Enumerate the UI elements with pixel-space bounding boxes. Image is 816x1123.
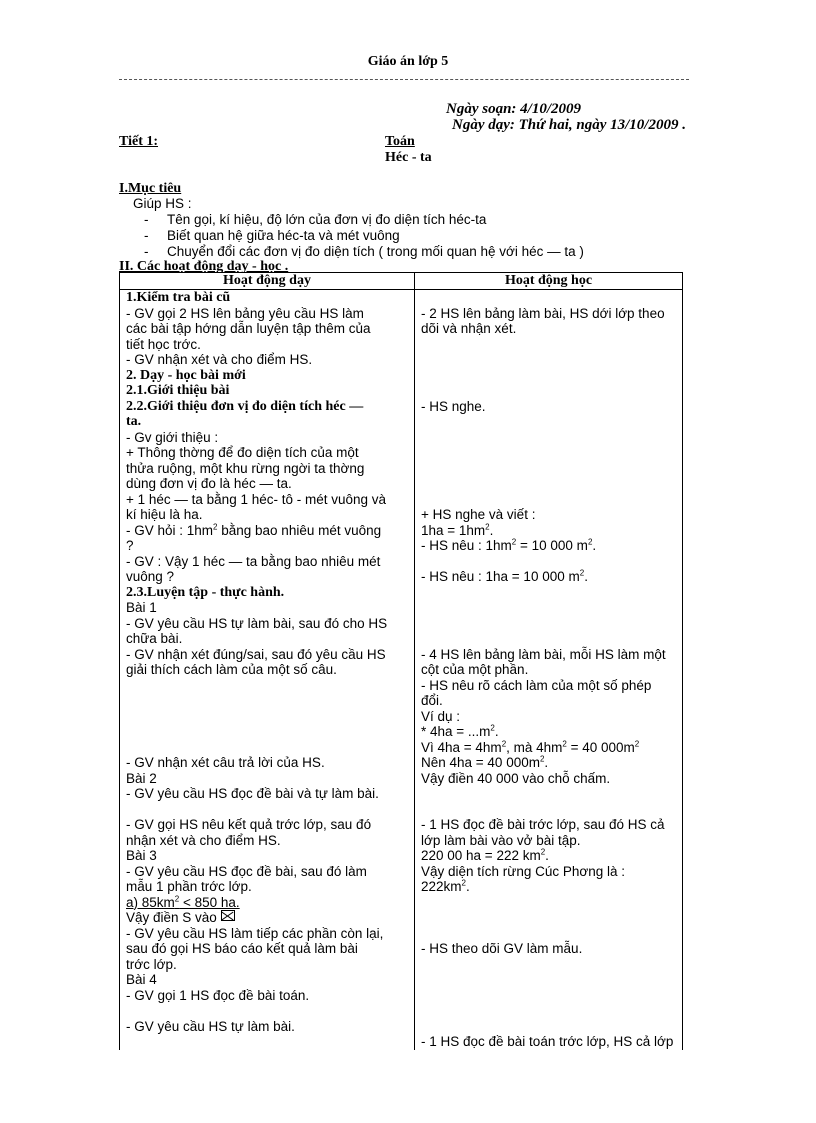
student-line: - HS theo dõi GV làm mẫu. bbox=[421, 941, 583, 956]
student-activities-cell bbox=[415, 290, 683, 1050]
envelope-box-icon bbox=[221, 910, 235, 921]
prepared-date: Ngày soạn: 4/10/2009 bbox=[446, 101, 581, 117]
teacher-line: - Gv giới thiệu : bbox=[126, 429, 219, 445]
student-line: - 1 HS đọc đề bài trớc lớp, sau đó HS cả bbox=[421, 817, 665, 832]
exercise-label: Bài 2 bbox=[126, 770, 157, 786]
teacher-line: - GV yêu cầu HS làm tiếp các phần còn lại, bbox=[126, 925, 384, 941]
header-divider bbox=[119, 79, 689, 80]
teacher-line: giải thích cách làm của một số câu. bbox=[126, 662, 337, 677]
teacher-line: Vậy điền S vào bbox=[126, 910, 408, 926]
student-line: $222km^2$. bbox=[421, 878, 470, 894]
lesson-period: Tiết 1: bbox=[119, 134, 159, 149]
student-line: - HS nêu rõ cách làm của một số phép đổi. bbox=[421, 677, 652, 708]
teacher-line: - GV yêu cầu HS tự làm bài. bbox=[126, 1018, 295, 1034]
student-line: - HS nêu : $1hm^2 = 10$ 000 $m^2$. bbox=[421, 537, 597, 553]
teacher-line: - GV yêu cầu HS tự làm bài, sau đó cho HS bbox=[126, 615, 388, 631]
page-header: Giáo án lớp 5 bbox=[367, 54, 449, 69]
teacher-line: kí hiệu là ha. bbox=[126, 507, 203, 522]
teacher-line: a) $85km^2 < 850$ ha. bbox=[126, 894, 240, 910]
teacher-line: nhận xét và cho điểm HS. bbox=[126, 832, 281, 848]
student-line: - 2 HS lên bảng làm bài, HS dới lớp theo bbox=[421, 305, 665, 321]
section-heading: 2.2.Giới thiệu đơn vị đo diện tích héc — bbox=[126, 398, 364, 414]
lesson-plan-table bbox=[119, 272, 683, 1050]
teacher-line: tiết học trớc. bbox=[126, 336, 201, 352]
teacher-line: các bài tập hớng dẫn luyện tập thêm của bbox=[126, 321, 371, 336]
teacher-column-header: Hoạt động dạy bbox=[120, 273, 415, 290]
teacher-line: dùng đơn vị đo là héc — ta. bbox=[126, 476, 292, 491]
teacher-line: + Thông thờng để đo diện tích của một bbox=[126, 445, 359, 460]
teacher-activities bbox=[126, 290, 408, 1034]
student-line: Vậy diện tích rừng Cúc Phơng là : bbox=[421, 863, 625, 879]
teacher-line: vuông ? bbox=[126, 569, 175, 584]
teacher-line: sau đó gọi HS báo cáo kết quả làm bài bbox=[126, 941, 358, 956]
section-heading: 2.1.Giới thiệu bài bbox=[126, 383, 230, 398]
student-line: $1ha = 1hm^2$. bbox=[421, 522, 494, 538]
objectives-heading: I.Mục tiêu bbox=[119, 181, 182, 196]
student-line: + HS nghe và viết : bbox=[421, 507, 536, 522]
teacher-line: - GV nhận xét câu trả lời của HS. bbox=[126, 755, 325, 770]
objective-item: - Chuyển đổi các đơn vị đo diện tích ( trong mối quan hệ với héc — ta ) bbox=[144, 244, 584, 259]
student-line: dõi và nhận xét. bbox=[421, 321, 517, 336]
section-heading: ta. bbox=[126, 414, 142, 429]
section-heading: 2.3.Luyện tập - thực hành. bbox=[126, 584, 285, 600]
student-line: - HS nêu : 1ha = 10 000 $m^2$. bbox=[421, 568, 588, 584]
teacher-line: - GV yêu cầu HS đọc đề bài và tự làm bài. bbox=[126, 786, 379, 801]
teacher-line: ? bbox=[126, 538, 134, 553]
student-line: * $4ha = ...m^2$. bbox=[421, 723, 499, 739]
teacher-line: mẫu 1 phần trớc lớp. bbox=[126, 879, 252, 894]
teacher-line: thửa ruộng, một khu rừng ngời ta thờng bbox=[126, 460, 365, 476]
teacher-line: - GV gọi 1 HS đọc đề bài toán. bbox=[126, 987, 310, 1003]
section-heading: 2. Dạy - học bài mới bbox=[126, 367, 246, 383]
student-line: Vì $4ha = 4hm^2$, mà $4hm^2 = 40$ $000m^2$ bbox=[421, 739, 640, 755]
student-line: Ví dụ : bbox=[421, 708, 461, 724]
teaching-date: Ngày dạy: Thứ hai, ngày 13/10/2009 . bbox=[452, 117, 686, 133]
exercise-label: Bài 3 bbox=[126, 848, 157, 863]
student-activities bbox=[421, 290, 676, 1050]
teacher-activities-cell bbox=[120, 290, 415, 1050]
student-line: cột của một phần. bbox=[421, 662, 529, 677]
teacher-line: - GV yêu cầu HS đọc đề bài, sau đó làm bbox=[126, 863, 367, 879]
teacher-line: - GV nhận xét đúng/sai, sau đó yêu cầu HS bbox=[126, 646, 386, 662]
student-line: lớp làm bài vào vở bài tập. bbox=[421, 832, 581, 848]
objective-item: - Tên gọi, kí hiệu, độ lớn của đơn vị đo diện tích héc-ta bbox=[144, 212, 487, 227]
student-line: 220 00 ha = 222 $km^2$. bbox=[421, 847, 549, 863]
exercise-label: Bài 4 bbox=[126, 972, 157, 987]
lesson-title: Héc - ta bbox=[385, 150, 432, 165]
student-line: - 4 HS lên bảng làm bài, mỗi HS làm một bbox=[421, 646, 666, 662]
teacher-line: - GV : Vậy 1 héc — ta bằng bao nhiêu mét bbox=[126, 553, 381, 569]
teacher-line: + 1 héc — ta bằng 1 héc- tô - mét vuông và bbox=[126, 491, 387, 507]
teacher-line: - GV gọi 2 HS lên bảng yêu cầu HS làm bbox=[126, 305, 364, 321]
student-line: Nên 4ha = 40 $000m^2$. bbox=[421, 754, 549, 770]
student-line: - 1 HS đọc đề bài toán trớc lớp, HS cả lớp bbox=[421, 1034, 674, 1049]
teacher-line: trớc lớp. bbox=[126, 956, 177, 972]
teacher-line: chữa bài. bbox=[126, 631, 183, 646]
student-line: - HS nghe. bbox=[421, 398, 486, 414]
teacher-line: - GV hỏi : $1hm^2$ bằng bao nhiêu mét vuông bbox=[126, 522, 382, 538]
activities-heading: II. Các hoạt động dạy - học . bbox=[119, 259, 289, 274]
teacher-line: - GV gọi HS nêu kết quả trớc lớp, sau đó bbox=[126, 817, 372, 832]
objectives-intro: Giúp HS : bbox=[133, 196, 192, 211]
teacher-line: - GV nhận xét và cho điểm HS. bbox=[126, 352, 313, 367]
exercise-label: Bài 1 bbox=[126, 600, 157, 615]
objective-item: - Biết quan hệ giữa héc-ta và mét vuông bbox=[144, 228, 400, 243]
lesson-subject: Toán bbox=[385, 134, 415, 149]
student-line: Vậy điền 40 000 vào chỗ chấm. bbox=[421, 770, 611, 786]
student-column-header: Hoạt động học bbox=[415, 273, 683, 290]
section-heading: 1.Kiểm tra bài cũ bbox=[126, 290, 231, 305]
